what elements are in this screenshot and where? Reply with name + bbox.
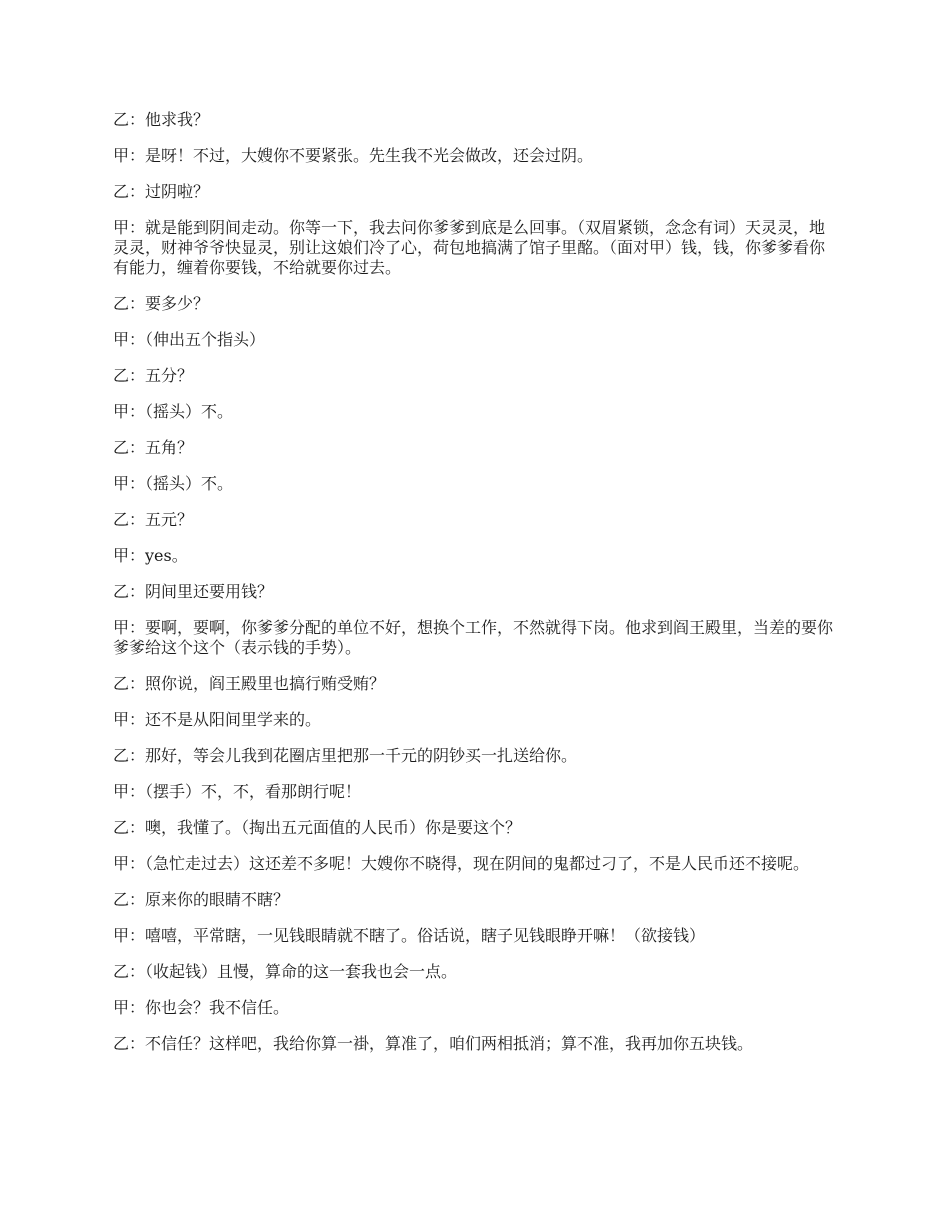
dialogue-line: 甲：（摆手）不，不，看那朗行呢！: [113, 782, 362, 801]
dialogue-line: 甲：（摇头）不。: [113, 402, 234, 421]
dialogue-line: 甲：是呀！不过，大嫂你不要紧张。先生我不光会做改，还会过阴。: [113, 146, 594, 165]
dialogue-line: 乙：噢，我懂了。（掏出五元面值的人民币）你是要这个？: [113, 818, 522, 837]
dialogue-line: 乙：要多少？: [113, 294, 210, 313]
dialogue-line: 乙：原来你的眼睛不瞎？: [113, 890, 290, 909]
dialogue-line: 乙：照你说，阎王殿里也搞行贿受贿？: [113, 674, 386, 693]
dialogue-line: 乙：（收起钱）且慢，算命的这一套我也会一点。: [113, 962, 458, 981]
dialogue-line: 乙：不信任？这样吧，我给你算一褂，算准了，咱们两相抵消；算不准，我再加你五块钱。: [113, 1034, 754, 1053]
dialogue-line: 乙：五角？: [113, 438, 194, 457]
dialogue-line: 甲：就是能到阴间走动。你等一下，我去问你爹爹到底是么回事。（双眉紧锁，念念有词）天灵灵，地灵灵，财神爷爷快显灵，别让这娘们冷了心，荷包地搞满了馆子里酩。（面对甲）钱，钱，你爹爹看你有能力，缠着你要钱，不给就要你过去。: [113, 218, 826, 277]
dialogue-line: 甲：yes。: [113, 546, 188, 565]
dialogue-line: 乙：五分？: [113, 366, 194, 385]
dialogue-line: 乙：过阴啦？: [113, 182, 210, 201]
dialogue-line: 甲：（伸出五个指头）: [113, 330, 266, 349]
dialogue-line: 甲：要啊，要啊，你爹爹分配的单位不好，想换个工作，不然就得下岗。他求到阎王殿里，当差的要你爹爹给这个这个（表示钱的手势）。: [113, 618, 834, 657]
dialogue-line: 乙：阴间里还要用钱？: [113, 582, 274, 601]
dialogue-line: 甲：（急忙走过去）这还差不多呢！大嫂你不晓得，现在阴间的鬼都过刁了，不是人民币还不接呢。: [113, 854, 810, 873]
dialogue-line: 乙：五元？: [113, 510, 194, 529]
dialogue-line: 乙：那好，等会儿我到花圈店里把那一千元的阴钞买一扎送给你。: [113, 746, 578, 765]
dialogue-line: 甲：（摇头）不。: [113, 474, 234, 493]
dialogue-line: 乙：他求我？: [113, 110, 210, 129]
dialogue-line: 甲：还不是从阳间里学来的。: [113, 710, 322, 729]
dialogue-line: 甲：你也会？我不信任。: [113, 998, 290, 1017]
dialogue-line: 甲：嘻嘻，平常瞎，一见钱眼睛就不瞎了。俗话说，瞎子见钱眼睁开嘛！（欲接钱）: [113, 926, 706, 945]
dialogue-body: [113, 110, 840, 1070]
